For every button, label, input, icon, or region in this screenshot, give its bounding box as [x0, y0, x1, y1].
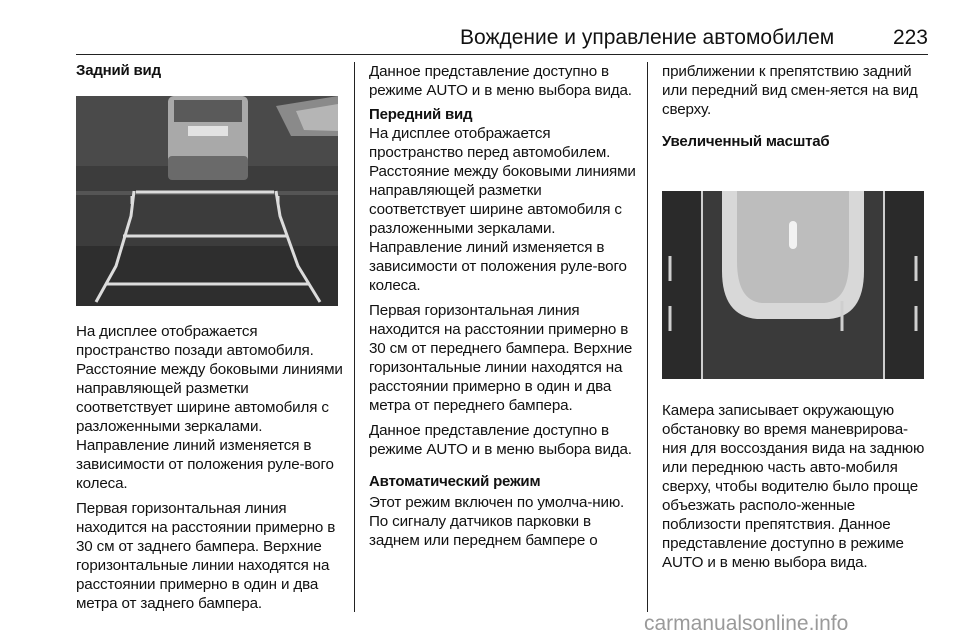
header-divider: [76, 54, 928, 55]
top-view-camera-image: [662, 191, 924, 379]
column-divider: [354, 62, 355, 612]
column-rear-view: [76, 62, 346, 619]
paragraph: Данное представление доступно в режиме AUTO и в меню выбора вида.: [369, 63, 632, 99]
paragraph: Этот режим включен по умолча-нию. По сигналу датчиков парковки в заднем или переднем бампере о: [369, 494, 625, 549]
watermark: carmanualsonline.info: [644, 612, 849, 635]
page-header-title: Вождение и управление автомобилем: [460, 26, 835, 49]
paragraph: приближении к препятствию задний или передний вид смен-яется на вид сверху.: [662, 63, 918, 118]
paragraph: Данное представление доступно в режиме AUTO и в меню выбора вида.: [369, 422, 632, 458]
column-zoom: [662, 62, 932, 578]
section-heading-rear-view: Задний вид: [76, 62, 161, 79]
paragraph: На дисплее отображается пространство перед автомобилем. Расстояние между боковыми линиями направляющей разметки соответствует ширине автомобиля с разложенными зеркалами. Направление линий изменяется в зависимости от положения руле-вого колеса.: [369, 125, 636, 294]
section-heading-front-view: Передний вид: [369, 106, 473, 123]
rear-camera-illustration: [76, 96, 338, 306]
page-number: 223: [892, 26, 928, 49]
paragraph: На дисплее отображается пространство позади автомобиля. Расстояние между боковыми линиями направляющей разметки соответствует ширине автомобиля с разложенными зеркалами. Направление линий изменяется в зависимости от положения руле-вого колеса.: [76, 323, 343, 492]
paragraph: Первая горизонтальная линия находится на расстоянии примерно в 30 см от заднего бампера. Верхние горизонтальные линии находятся на расстоянии примерно в один и два метра от заднего бампера.: [76, 500, 336, 612]
top-view-illustration: [662, 191, 924, 379]
section-heading-auto-mode: Автоматический режим: [369, 473, 541, 490]
paragraph: Первая горизонтальная линия находится на расстоянии примерно в 30 см от переднего бампера. Верхние горизонтальные линии находятся на расстоянии примерно в один и два метра от переднего бампера.: [369, 302, 633, 414]
section-heading-zoom: Увеличенный масштаб: [662, 133, 830, 150]
rear-camera-image: [76, 96, 338, 306]
paragraph: Камера записывает окружающую обстановку во время маневрирова-ния для воссоздания вида на заднюю или переднюю часть авто-мобиля сверху, чтобы водителю было проще объезжать располо-женные поблизости препятствия. Данное представление доступно в режиме AUTO и в меню выбора вида.: [662, 402, 925, 571]
column-divider: [647, 62, 648, 612]
column-front-view: [369, 62, 639, 556]
